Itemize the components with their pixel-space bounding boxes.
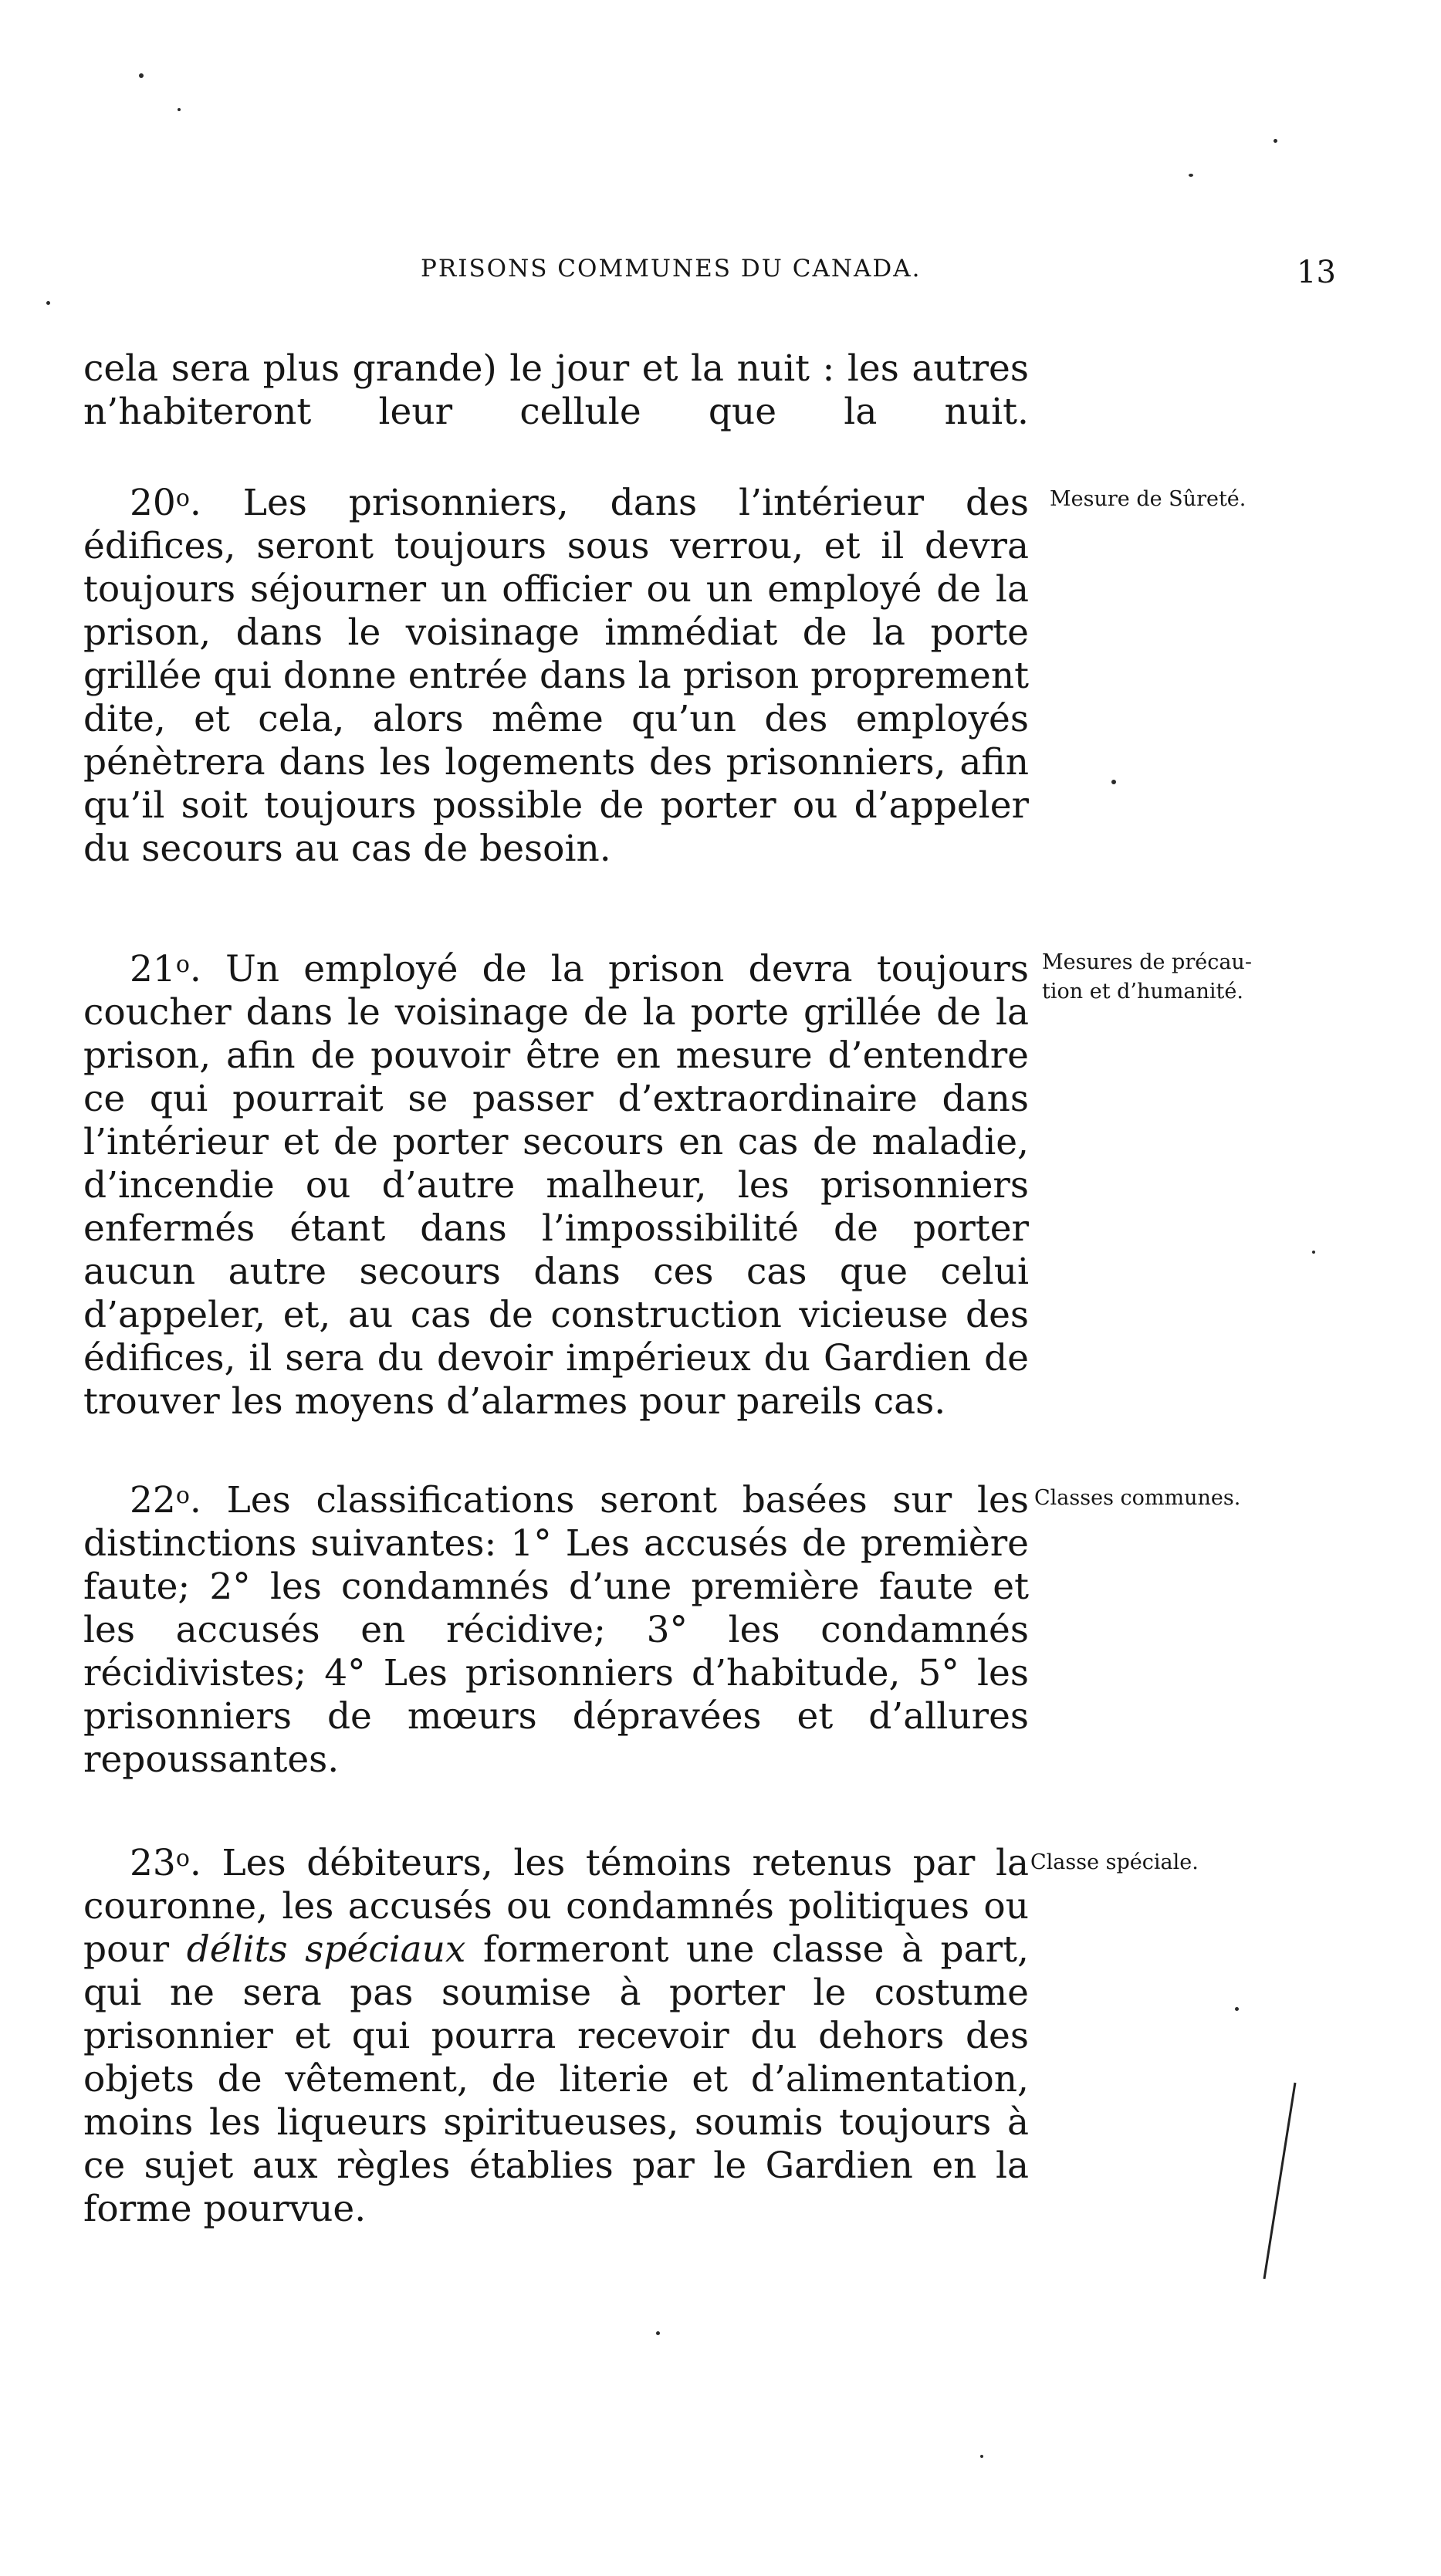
section-21	[83, 943, 1029, 1423]
side-note-special-class: Classe spéciale.	[1030, 1850, 1199, 1874]
section-number: 20$^o$.	[130, 482, 201, 524]
side-note-common-classes: Classes communes.	[1034, 1486, 1241, 1510]
scan-speck	[46, 301, 50, 305]
scan-speck	[980, 2455, 983, 2458]
side-note-precaution	[1042, 948, 1252, 1007]
section-22	[83, 1474, 1029, 1782]
section-number: 21$^o$.	[130, 948, 201, 990]
scan-speck	[1111, 780, 1116, 784]
scan-speck	[656, 2331, 660, 2335]
side-note-line: tion et d’humanité.	[1042, 980, 1243, 1004]
section-text: Un employé de la prison devra toujours coucher dans le voisinage de la porte grillée de la prison, afin de pouvoir être en mesure d’entendre ce qui pourrait se passer d’extraordinaire dans l’intérieur et de porter secours en cas de maladie, d’incendie ou d’autre malheur, les prisonniers enfermés étant dans l’impossibilité de porter aucun autre secours dans ces cas que celui d’appeler, et, au cas de construction vicieuse des édifices, il sera du devoir impérieux du Gardien de trouver les moyens d’alarmes pour pareils cas.	[83, 948, 1029, 1423]
section-text-end: formeront une classe à part, qui ne sera pas soumise à porter le costume prisonnier et qui pourra recevoir du dehors des objets de vêtement, de literie et d’alimentation, moins les liqueurs spiritueuses, soumis toujours à ce sujet aux règles établies par le Gardien en la forme pourvue.	[83, 1928, 1029, 2230]
scan-speck	[139, 73, 144, 78]
running-title: PRISONS COMMUNES DU CANADA.	[421, 255, 922, 283]
section-23	[83, 1837, 1029, 2231]
section-italic-phrase: délits spéciaux	[186, 1928, 466, 1971]
section-text-start: Les débiteurs, les témoins retenus par la couronne, les accusés ou condamnés politiques ou pour	[83, 1842, 1029, 1971]
scan-speck	[1274, 139, 1277, 143]
continuation-paragraph	[83, 347, 1029, 434]
side-note-line: Mesures de précau-	[1042, 950, 1252, 974]
side-note-security: Mesure de Sûreté.	[1050, 487, 1246, 511]
scan-speck	[1235, 2007, 1239, 2011]
section-20	[83, 477, 1029, 871]
continuation-line-2: autres n’habiteront leur cellule que la nuit.	[83, 347, 1029, 433]
margin-pen-stroke	[1258, 2077, 1304, 2285]
scan-speck	[1312, 1251, 1315, 1254]
section-number: 22$^o$.	[130, 1479, 201, 1522]
section-text: Les prisonniers, dans l’intérieur des édifices, seront toujours sous verrou, et il devra toujours séjourner un officier ou un employé de la prison, dans le voisinage immédiat de la porte grillée qui donne entrée dans la prison proprement dite, et cela, alors même qu’un des employés pénètrera dans les logements des prisonniers, afin qu’il soit toujours possible de porter ou d’appeler du secours au cas de besoin.	[83, 482, 1029, 870]
page-number: 13	[1297, 255, 1336, 290]
continuation-line-1: cela sera plus grande) le jour et la nuit : les	[83, 347, 899, 390]
section-number: 23$^o$.	[130, 1842, 201, 1884]
section-text: Les classifications seront basées sur les distinctions suivantes: 1° Les accusés de première faute; 2° les condamnés d’une première faute et les accusés en récidive; 3° les condamnés récidivistes; 4° Les prisonniers d’habitude, 5° les prisonniers de mœurs dépravées et d’allures repoussantes.	[83, 1479, 1029, 1781]
scan-speck	[1189, 174, 1193, 177]
scan-speck	[178, 108, 181, 111]
